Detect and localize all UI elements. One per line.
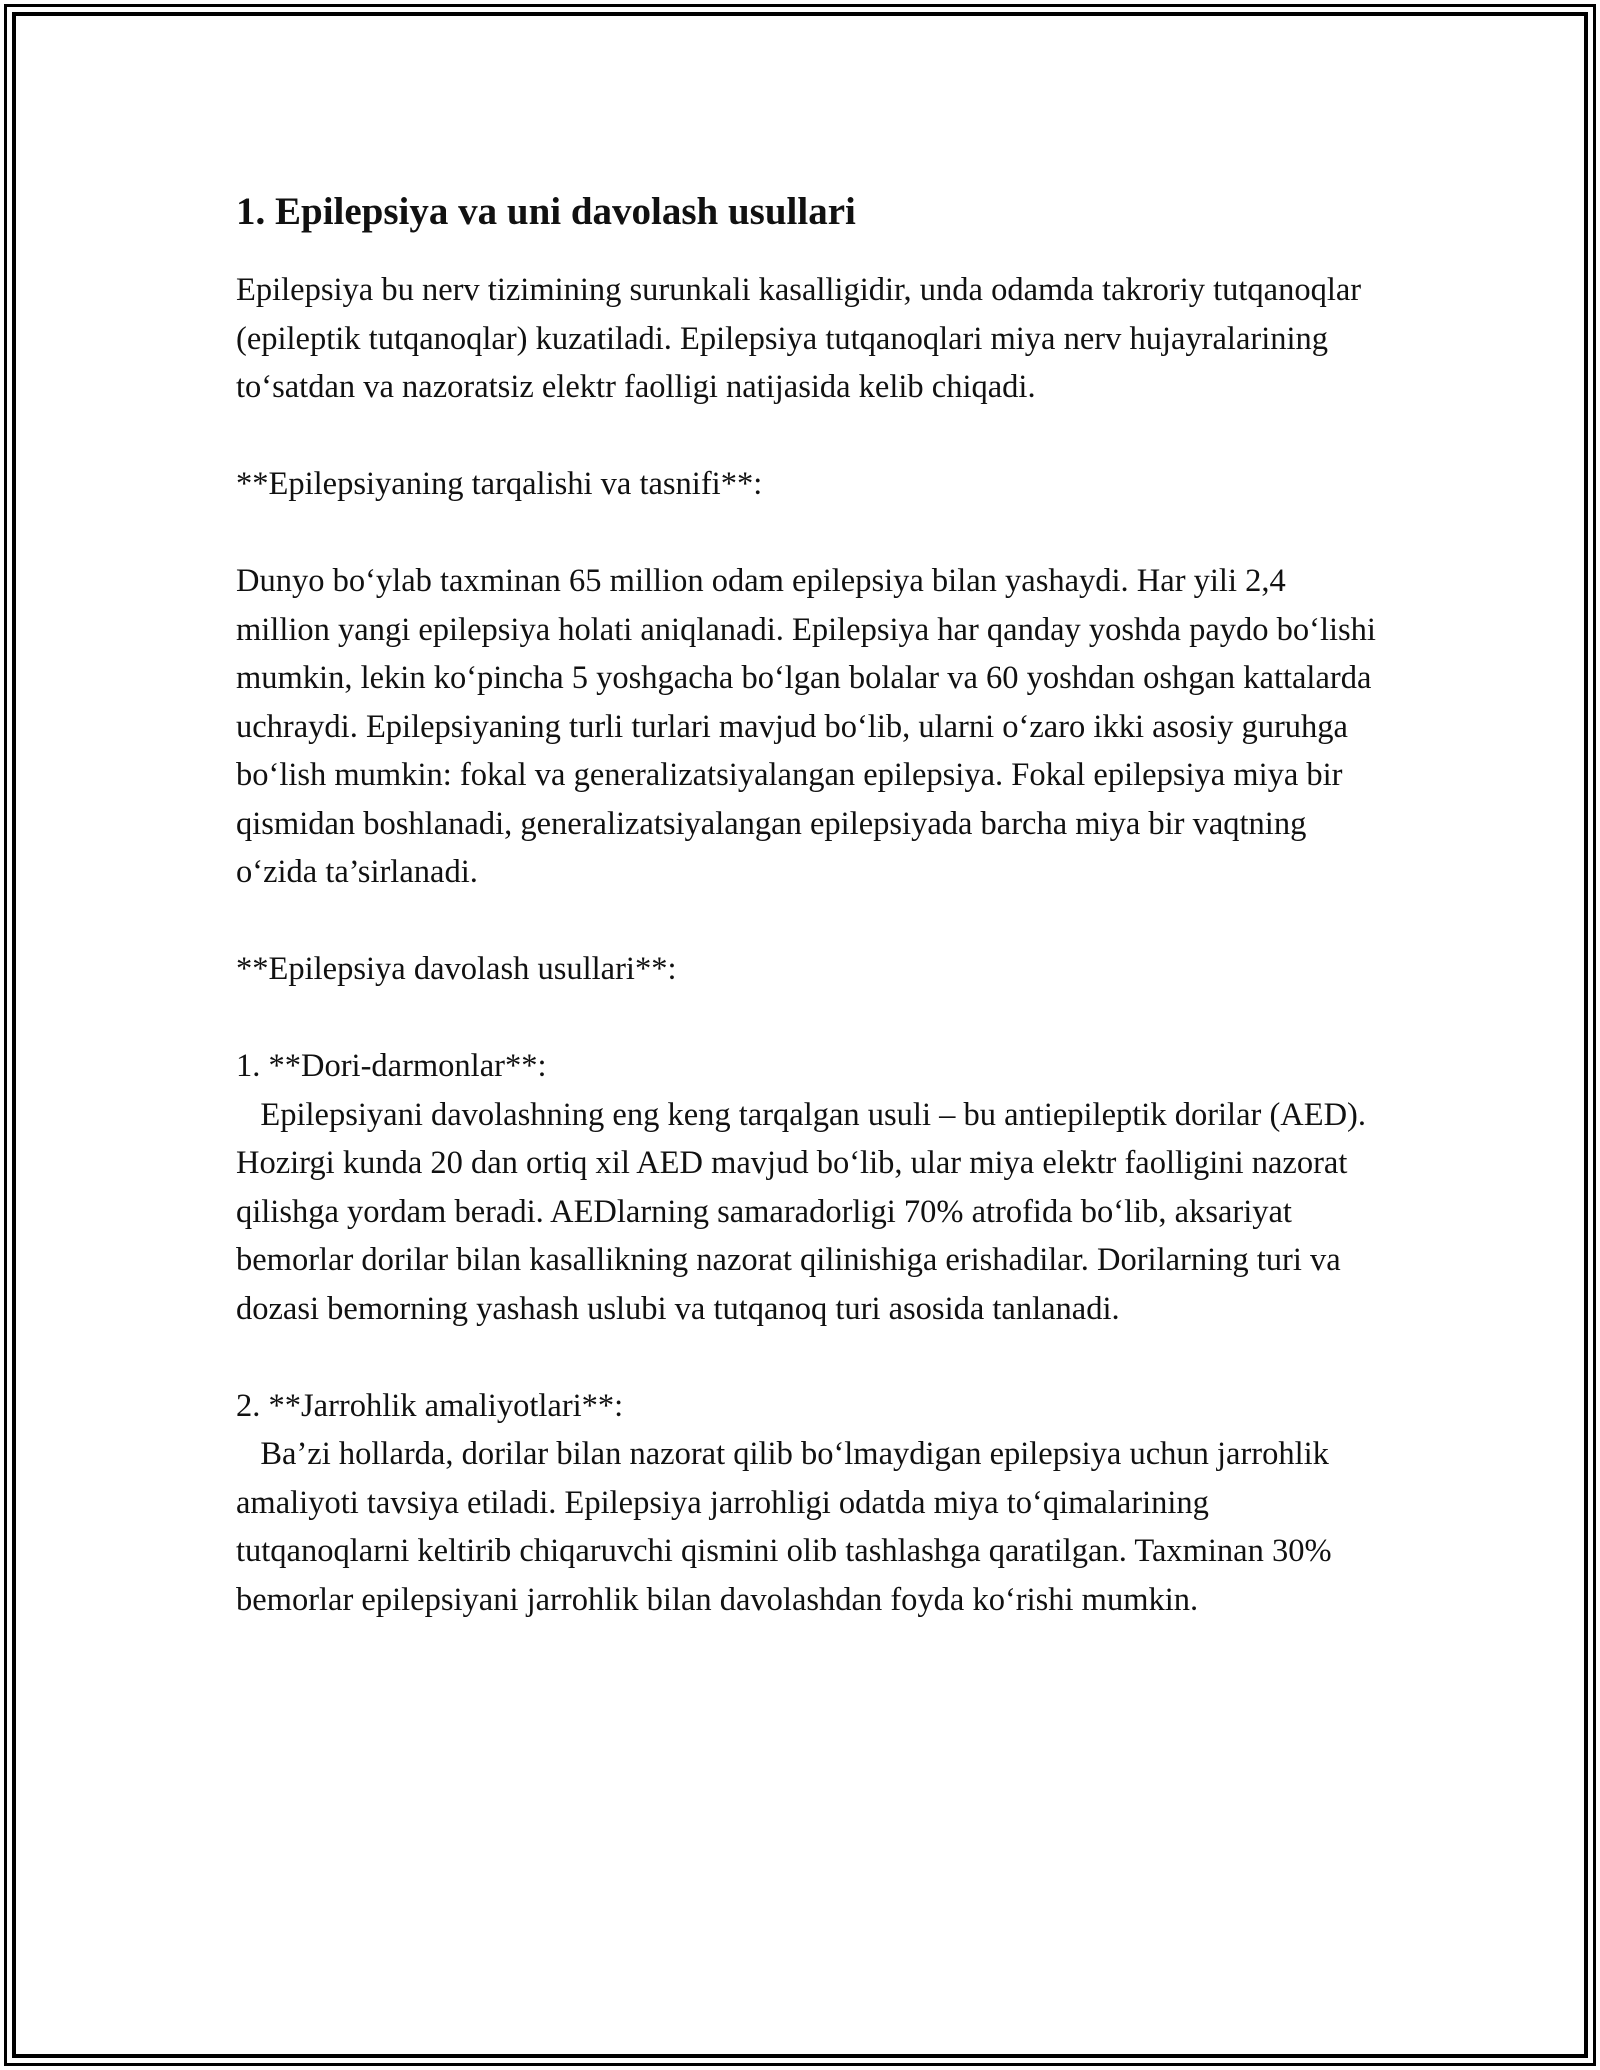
paragraph-gap [236, 412, 1376, 461]
spread-paragraph: Dunyo bo‘ylab taxminan 65 million odam epilepsiya bilan yashaydi. Har yili 2,4 million yangi epilepsiya holati aniqlanadi. Epilepsiya har qanday yoshda paydo bo‘lishi mumkin, lekin ko‘pincha 5 yoshgacha bo‘lgan bolalar va 60 yoshdan oshgan kattalarda uchraydi. Epilepsiyaning turli turlari mavjud bo‘lib, ularni o‘zaro ikki asosiy guruhga bo‘lish mumkin: fokal va generalizatsiyalangan epilepsiya. Fokal epilepsiya miya bir qismidan boshlanadi, generalizatsiyalangan epilepsiyada barcha miya bir vaqtning o‘zida ta’sirlanadi. [236, 563, 1385, 890]
paragraph-gap [236, 1333, 1376, 1382]
section-heading-spread: **Epilepsiyaning tarqalishi va tasnifi**: [236, 466, 763, 502]
paragraph-gap [236, 897, 1376, 946]
paragraph-gap [236, 509, 1376, 558]
paragraph-gap [236, 994, 1376, 1043]
intro-paragraph: Epilepsiya bu nerv tizimining surunkali kasalligidir, unda odamda takroriy tutqanoqlar (epileptik tutqanoqlar) kuzatiladi. Epilepsiya tutqanoqlari miya nerv hujayralarining to‘satdan va nazoratsiz elektr faolligi natijasida kelib chiqadi. [236, 272, 1370, 405]
document-title: 1. Epilepsiya va uni davolash usullari [236, 190, 856, 233]
list-item-surgery: 2. **Jarrohlik amaliyotlari**: Ba’zi hollarda, dorilar bilan nazorat qilib bo‘lmaydigan epilepsiya uchun jarrohlik amaliyoti tavsiya etiladi. Epilepsiya jarrohligi odatda miya to‘qimalarining tutqanoqlarni keltirib chiqaruvchi qismini olib tashlashga qaratilgan. Taxminan 30% bemorlar epilepsiyani jarrohlik bilan davolashdan foyda ko‘rishi mumkin. [236, 1387, 1332, 1618]
list-item-medication: 1. **Dori-darmonlar**: Epilepsiyani davolashning eng keng tarqalgan usuli – bu antiepileptik dorilar (AED). Hozirgi kunda 20 dan ortiq xil AED mavjud bo‘lib, ular miya elektr faolligini nazorat qilishga yordam beradi. AEDlarning samaradorligi 70% atrofida bo‘lib, aksariyat bemorlar dorilar bilan kasallikning nazorat qilinishiga erishadilar. Dorilarning turi va dozasi bemorning yashash uslubi va tutqanoq turi asosida tanlanadi. [236, 1048, 1367, 1327]
section-heading-treatment: **Epilepsiya davolash usullari**: [236, 951, 677, 987]
document-body [236, 186, 1385, 1624]
